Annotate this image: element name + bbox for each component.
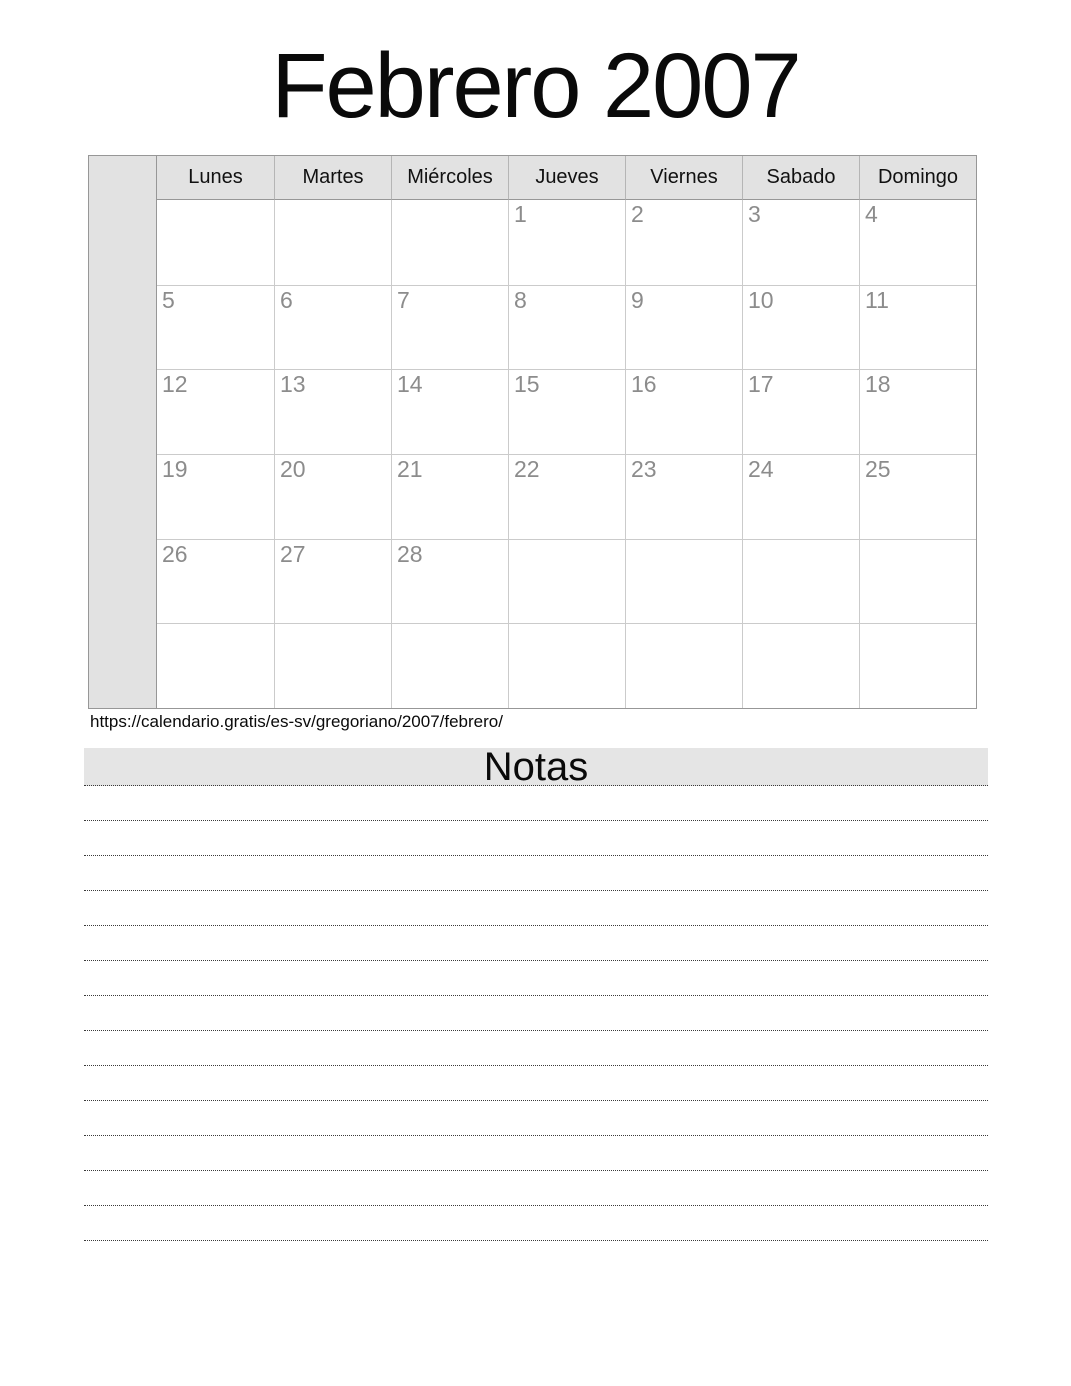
calendar-day-cell: 3 [742, 200, 859, 285]
calendar-empty-cell [625, 623, 742, 708]
week-column [89, 156, 157, 708]
calendar-day-cell: 28 [391, 539, 508, 624]
calendar-day-cell: 5 [157, 285, 274, 370]
calendar-empty-cell [625, 539, 742, 624]
calendar-day-cell: 6 [274, 285, 391, 370]
calendar-day-cell: 4 [859, 200, 976, 285]
note-line [84, 1171, 988, 1206]
calendar-day-cell: 27 [274, 539, 391, 624]
notes-lines [84, 786, 988, 1241]
calendar-empty-cell [274, 623, 391, 708]
calendar-empty-cell [391, 200, 508, 285]
calendar-empty-cell [391, 623, 508, 708]
calendar-day-cell: 9 [625, 285, 742, 370]
calendar-table [88, 155, 977, 709]
calendar-empty-cell [859, 623, 976, 708]
calendar-day-cell: 13 [274, 369, 391, 454]
calendar-day-cell: 23 [625, 454, 742, 539]
weekday-header: Domingo [859, 156, 976, 200]
calendar-day-cell: 1 [508, 200, 625, 285]
calendar-empty-cell [742, 539, 859, 624]
note-line [84, 1101, 988, 1136]
calendar-day-cell: 7 [391, 285, 508, 370]
note-line [84, 891, 988, 926]
source-url: https://calendario.gratis/es-sv/gregoriano/2007/febrero/ [90, 712, 503, 731]
note-line [84, 1206, 988, 1241]
calendar-day-cell: 17 [742, 369, 859, 454]
weekday-header: Jueves [508, 156, 625, 200]
note-line [84, 926, 988, 961]
weekday-header: Sabado [742, 156, 859, 200]
calendar-day-cell: 15 [508, 369, 625, 454]
weekday-header: Martes [274, 156, 391, 200]
weekday-header: Miércoles [391, 156, 508, 200]
calendar-day-cell: 20 [274, 454, 391, 539]
note-line [84, 1031, 988, 1066]
weekday-header: Lunes [157, 156, 274, 200]
note-line [84, 1136, 988, 1171]
weekday-header: Viernes [625, 156, 742, 200]
notes-title: Notas [483, 745, 589, 789]
note-line [84, 1066, 988, 1101]
calendar-day-cell: 14 [391, 369, 508, 454]
note-line [84, 821, 988, 856]
note-line [84, 961, 988, 996]
calendar-empty-cell [157, 623, 274, 708]
calendar-day-cell: 12 [157, 369, 274, 454]
calendar-empty-cell [274, 200, 391, 285]
calendar-day-cell: 11 [859, 285, 976, 370]
calendar-empty-cell [742, 623, 859, 708]
calendar-empty-cell [157, 200, 274, 285]
calendar-empty-cell [508, 623, 625, 708]
calendar-day-cell: 10 [742, 285, 859, 370]
calendar-day-cell: 26 [157, 539, 274, 624]
calendar-day-cell: 16 [625, 369, 742, 454]
note-line [84, 786, 988, 821]
calendar-day-cell: 18 [859, 369, 976, 454]
notes-header [84, 745, 988, 789]
calendar-day-cell: 2 [625, 200, 742, 285]
notes-section [84, 745, 988, 1241]
calendar-empty-cell [508, 539, 625, 624]
calendar-day-cell: 8 [508, 285, 625, 370]
calendar-day-cell: 19 [157, 454, 274, 539]
calendar-day-cell: 21 [391, 454, 508, 539]
calendar-day-cell: 24 [742, 454, 859, 539]
calendar-empty-cell [859, 539, 976, 624]
calendar-day-cell: 22 [508, 454, 625, 539]
note-line [84, 856, 988, 891]
calendar-day-cell: 25 [859, 454, 976, 539]
page-title: Febrero 2007 [271, 35, 800, 137]
note-line [84, 996, 988, 1031]
